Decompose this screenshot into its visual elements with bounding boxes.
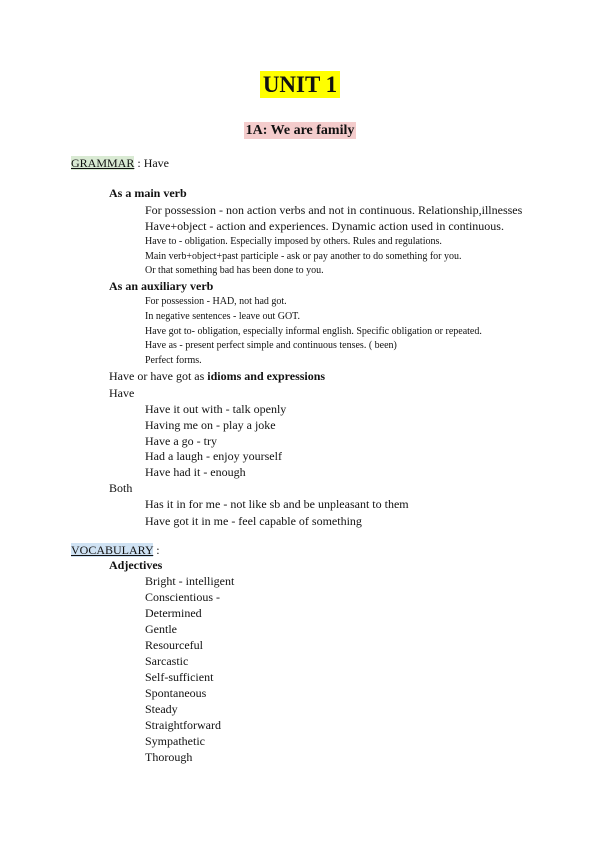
grammar-label: GRAMMAR bbox=[71, 156, 135, 170]
idioms-both-label: Both bbox=[109, 481, 133, 495]
idiom-item: Have got it in me - feel capable of something bbox=[145, 514, 362, 528]
idiom-item: Having me on - play a joke bbox=[145, 418, 276, 432]
adjective-item: Sarcastic bbox=[145, 654, 189, 668]
vocabulary-section-heading bbox=[71, 543, 160, 558]
grammar-suffix: : Have bbox=[134, 156, 170, 170]
idiom-item: Have it out with - talk openly bbox=[145, 402, 287, 416]
main-verb-heading: As a main verb bbox=[109, 186, 187, 200]
vocabulary-suffix: : bbox=[153, 543, 160, 557]
adjective-item: Determined bbox=[145, 606, 202, 620]
unit-title-text: UNIT 1 bbox=[260, 71, 340, 98]
idioms-have-label: Have bbox=[109, 386, 135, 400]
auxiliary-verb-item: For possession - HAD, not had got. bbox=[145, 296, 287, 307]
adjective-item: Self-sufficient bbox=[145, 670, 214, 684]
main-verb-item: Main verb+object+past participle - ask or pay another to do something for you. bbox=[145, 251, 462, 262]
adjective-item: Resourceful bbox=[145, 638, 203, 652]
auxiliary-verb-item: Perfect forms. bbox=[145, 355, 202, 366]
auxiliary-verb-item: In negative sentences - leave out GOT. bbox=[145, 311, 301, 322]
adjective-item: Spontaneous bbox=[145, 686, 207, 700]
auxiliary-verb-heading: As an auxiliary verb bbox=[109, 279, 214, 293]
adjective-item: Gentle bbox=[145, 622, 177, 636]
grammar-section-heading bbox=[71, 156, 169, 171]
idioms-intro-bold: idioms and expressions bbox=[207, 369, 326, 383]
idioms-intro bbox=[109, 369, 325, 384]
main-verb-item: Or that something bad has been done to you. bbox=[145, 265, 324, 276]
adjectives-heading: Adjectives bbox=[109, 558, 163, 572]
adjective-item: Bright - intelligent bbox=[145, 574, 235, 588]
adjective-item: Conscientious - bbox=[145, 590, 220, 604]
main-verb-item: For possession - non action verbs and not in continuous. Relationship,illnesses bbox=[145, 203, 523, 217]
idiom-item: Have a go - try bbox=[145, 434, 217, 448]
vocabulary-label: VOCABULARY bbox=[71, 543, 154, 557]
idioms-intro-text: Have or have got as bbox=[109, 369, 208, 383]
adjective-item: Thorough bbox=[145, 750, 193, 764]
main-verb-item: Have to - obligation. Especially imposed by others. Rules and regulations. bbox=[145, 236, 442, 247]
lesson-title-text: 1A: We are family bbox=[245, 123, 355, 138]
main-verb-item: Have+object - action and experiences. Dynamic action used in continuous. bbox=[145, 219, 504, 233]
lesson-title bbox=[0, 121, 600, 139]
adjective-item: Steady bbox=[145, 702, 178, 716]
adjective-item: Sympathetic bbox=[145, 734, 205, 748]
auxiliary-verb-item: Have as - present perfect simple and continuous tenses. ( been) bbox=[145, 340, 397, 351]
idiom-item: Have had it - enough bbox=[145, 465, 246, 479]
idiom-item: Had a laugh - enjoy yourself bbox=[145, 449, 282, 463]
unit-title bbox=[0, 72, 600, 98]
idiom-item: Has it in for me - not like sb and be unpleasant to them bbox=[145, 497, 409, 511]
auxiliary-verb-item: Have got to- obligation, especially informal english. Specific obligation or repeated. bbox=[145, 326, 482, 337]
adjective-item: Straightforward bbox=[145, 718, 221, 732]
